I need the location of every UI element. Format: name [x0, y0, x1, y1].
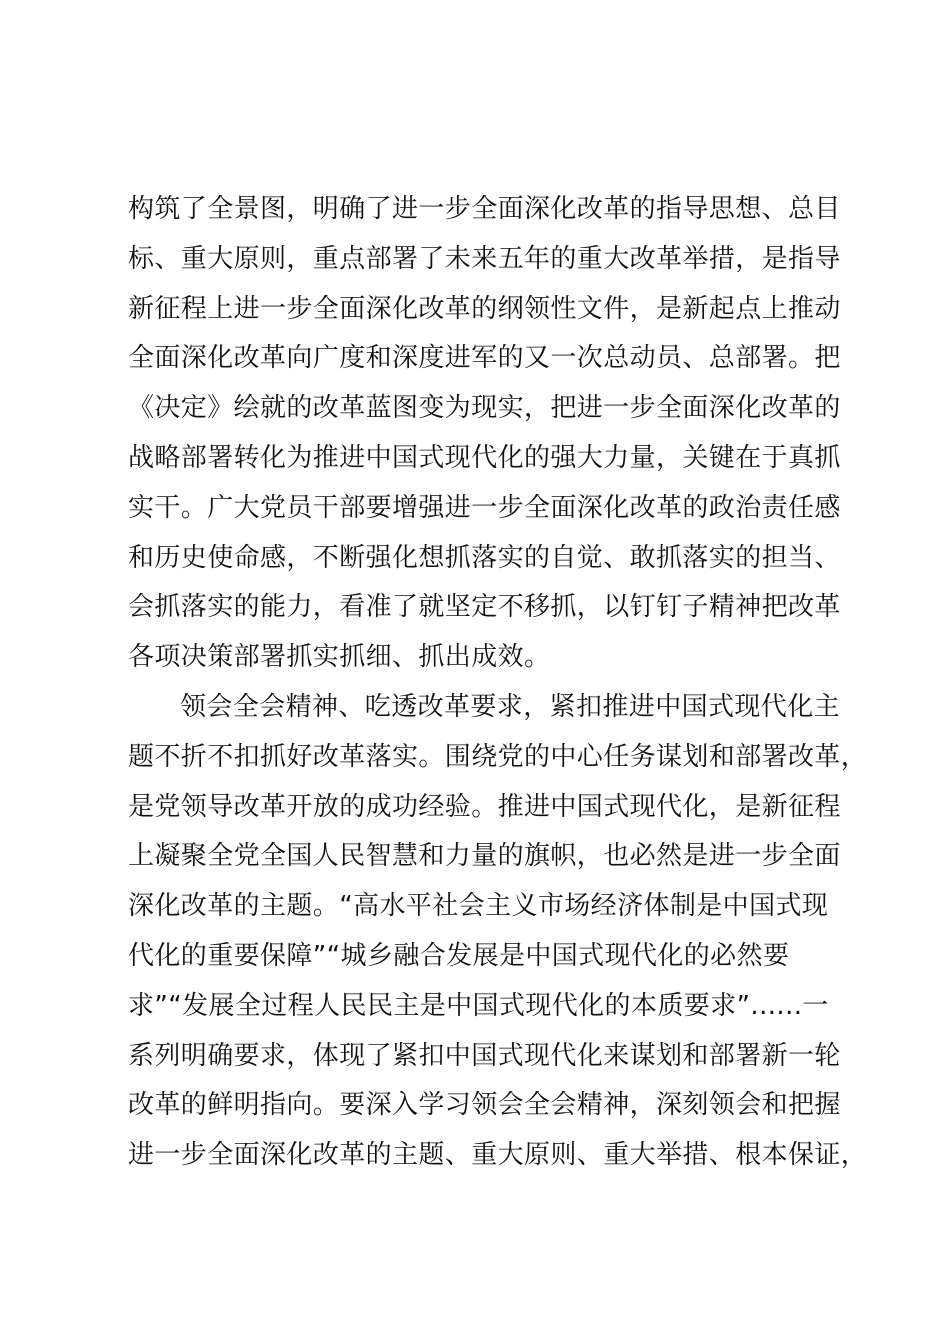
text-line: 各项决策部署抓实抓细、抓出成效。	[128, 642, 551, 673]
text-line: 标、重大原则，重点部署了未来五年的重大改革举措，是指导	[128, 243, 841, 274]
text-line: 改革的鲜明指向。要深入学习领会全会精神，深刻领会和把握	[128, 1090, 841, 1121]
text-line: 代化的重要保障”“城乡融合发展是中国式现代化的必然要	[128, 940, 790, 971]
paragraph-first-line: 领会全会精神、吃透改革要求，紧扣推进中国式现代化主	[180, 691, 841, 722]
text-line: 和历史使命感，不断强化想抓落实的自觉、敢抓落实的担当、	[128, 542, 841, 573]
text-line: 会抓落实的能力，看准了就坚定不移抓，以钉钉子精神把改革	[128, 592, 841, 623]
text-line: 实干。广大党员干部要增强进一步全面深化改革的政治责任感	[128, 492, 841, 523]
text-line: 新征程上进一步全面深化改革的纲领性文件，是新起点上推动	[128, 293, 841, 324]
text-line: 是党领导改革开放的成功经验。推进中国式现代化，是新征程	[128, 791, 841, 822]
text-line: 全面深化改革向广度和深度进军的又一次总动员、总部署。把	[128, 343, 841, 374]
body-text	[128, 185, 868, 1181]
text-line: 《决定》绘就的改革蓝图变为现实，把进一步全面深化改革的	[128, 393, 841, 424]
text-line: 系列明确要求，体现了紧扣中国式现代化来谋划和部署新一轮	[128, 1040, 841, 1071]
text-line: 深化改革的主题。“高水平社会主义市场经济体制是中国式现	[128, 891, 829, 922]
text-line: 构筑了全景图，明确了进一步全面深化改革的指导思想、总目	[128, 194, 841, 224]
text-line: 进一步全面深化改革的主题、重大原则、重大举措、根本保证，	[128, 1140, 868, 1171]
text-line: 题不折不扣抓好改革落实。围绕党的中心任务谋划和部署改革，	[128, 741, 868, 772]
text-line: 求”“发展全过程人民民主是中国式现代化的本质要求”......一	[128, 990, 829, 1021]
text-line: 战略部署转化为推进中国式现代化的强大力量，关键在于真抓	[128, 442, 841, 473]
text-line: 上凝聚全党全国人民智慧和力量的旗帜，也必然是进一步全面	[128, 841, 841, 872]
